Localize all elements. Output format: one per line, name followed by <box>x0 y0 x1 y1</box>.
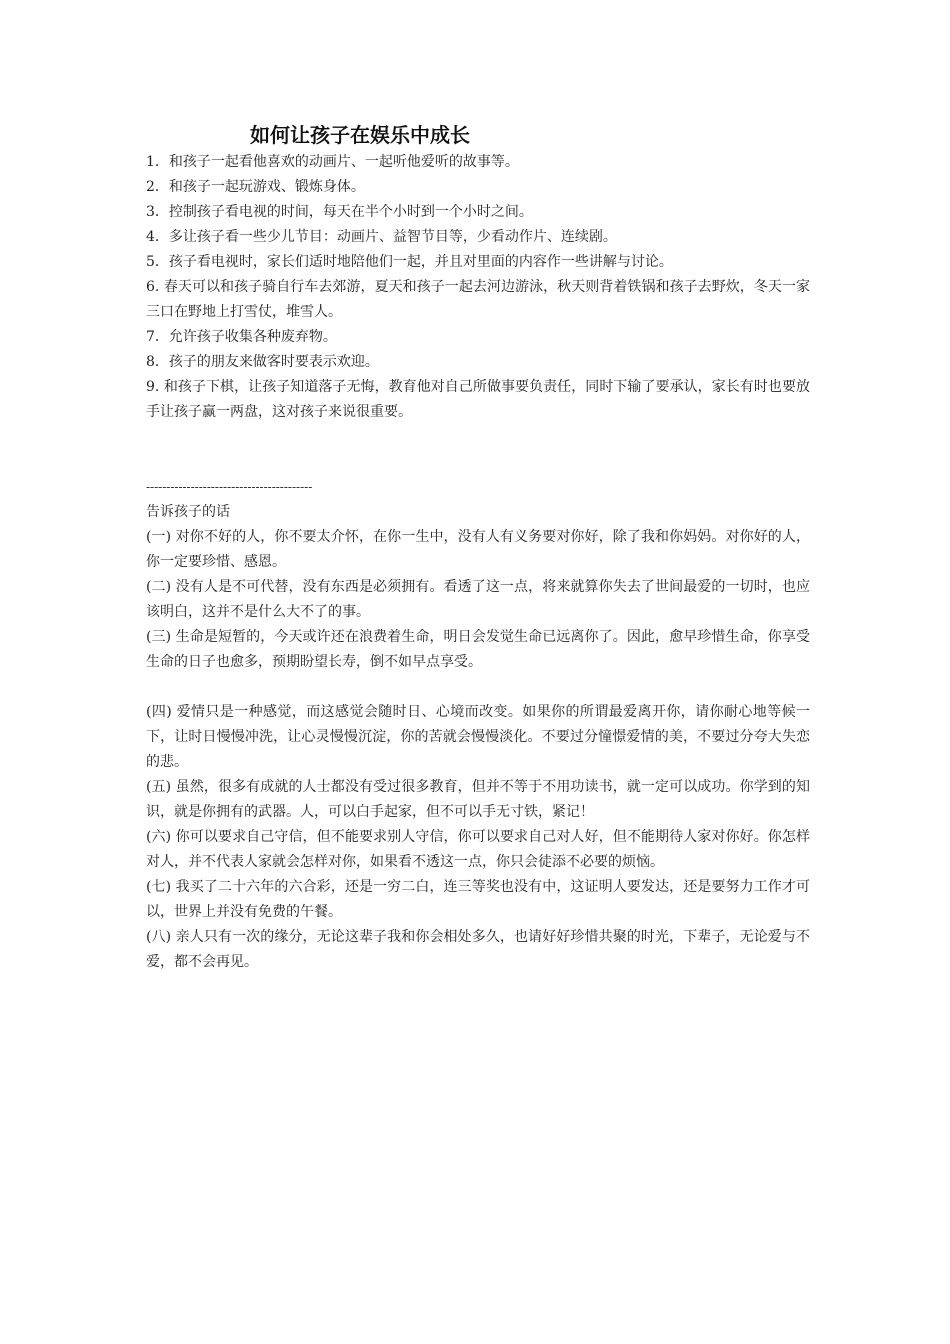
tips-list <box>146 150 810 425</box>
advice-paragraph: (一) 对你不好的人，你不要太介怀，在你一生中，没有人有义务要对你好，除了我和你妈妈。对你好的人，你一定要珍惜、感恩。 <box>146 529 810 570</box>
list-item: 1．和孩子一起看他喜欢的动画片、一起听他爱听的故事等。 <box>146 154 519 170</box>
blank-line <box>146 675 810 700</box>
list-item: 7．允许孩子收集各种废弃物。 <box>146 329 337 345</box>
advice-paragraph: (四) 爱情只是一种感觉，而这感觉会随时日、心境而改变。如果你的所谓最爱离开你，请你耐心地等候一下，让时日慢慢冲洗，让心灵慢慢沉淀，你的苦就会慢慢淡化。不要过分憧憬爱情的美，不要过分夸大失恋的悲。 <box>146 704 810 770</box>
list-item: 8．孩子的朋友来做客时要表示欢迎。 <box>146 354 379 370</box>
advice-paragraphs <box>146 525 810 975</box>
advice-paragraph: (八) 亲人只有一次的缘分，无论这辈子我和你会相处多久，也请好好珍惜共聚的时光，下辈子，无论爱与不爱，都不会再见。 <box>146 929 810 970</box>
section-divider: ----------------------------------------- <box>146 480 313 494</box>
list-item: 4．多让孩子看一些少儿节目：动画片、益智节目等，少看动作片、连续剧。 <box>146 229 617 245</box>
advice-paragraph: (七) 我买了二十六年的六合彩，还是一穷二白，连三等奖也没有中，这证明人要发达，还是要努力工作才可以，世界上并没有免费的午餐。 <box>146 879 810 920</box>
list-item: 9. 和孩子下棋，让孩子知道落子无悔，教育他对自己所做事要负责任，同时下输了要承认，家长有时也要放手让孩子赢一两盘，这对孩子来说很重要。 <box>146 379 810 420</box>
section-title: 告诉孩子的话 <box>146 504 230 520</box>
document-page <box>146 120 810 975</box>
advice-paragraph: (六) 你可以要求自己守信，但不能要求别人守信，你可以要求自己对人好，但不能期待人家对你好。你怎样对人，并不代表人家就会怎样对你，如果看不透这一点，你只会徒添不必要的烦恼。 <box>146 829 810 870</box>
document-title: 如何让孩子在娱乐中成长 <box>250 123 470 147</box>
list-item: 6. 春天可以和孩子骑自行车去郊游，夏天和孩子一起去河边游泳，秋天则背着铁锅和孩子去野炊，冬天一家三口在野地上打雪仗，堆雪人。 <box>146 279 810 320</box>
list-item: 3．控制孩子看电视的时间，每天在半个小时到一个小时之间。 <box>146 204 533 220</box>
list-item: 2．和孩子一起玩游戏、锻炼身体。 <box>146 179 365 195</box>
advice-paragraph: (三) 生命是短暂的，今天或许还在浪费着生命，明日会发觉生命已远离你了。因此，愈早珍惜生命，你享受生命的日子也愈多，预期盼望长寿，倒不如早点享受。 <box>146 629 810 670</box>
advice-paragraph: (五) 虽然，很多有成就的人士都没有受过很多教育，但并不等于不用功读书，就一定可以成功。你学到的知识，就是你拥有的武器。人，可以白手起家，但不可以手无寸铁，紧记！ <box>146 779 810 820</box>
list-item: 5．孩子看电视时，家长们适时地陪他们一起，并且对里面的内容作一些讲解与讨论。 <box>146 254 673 270</box>
spacer <box>146 425 810 475</box>
advice-paragraph: (二) 没有人是不可代替，没有东西是必须拥有。看透了这一点，将来就算你失去了世间最爱的一切时，也应该明白，这并不是什么大不了的事。 <box>146 579 810 620</box>
